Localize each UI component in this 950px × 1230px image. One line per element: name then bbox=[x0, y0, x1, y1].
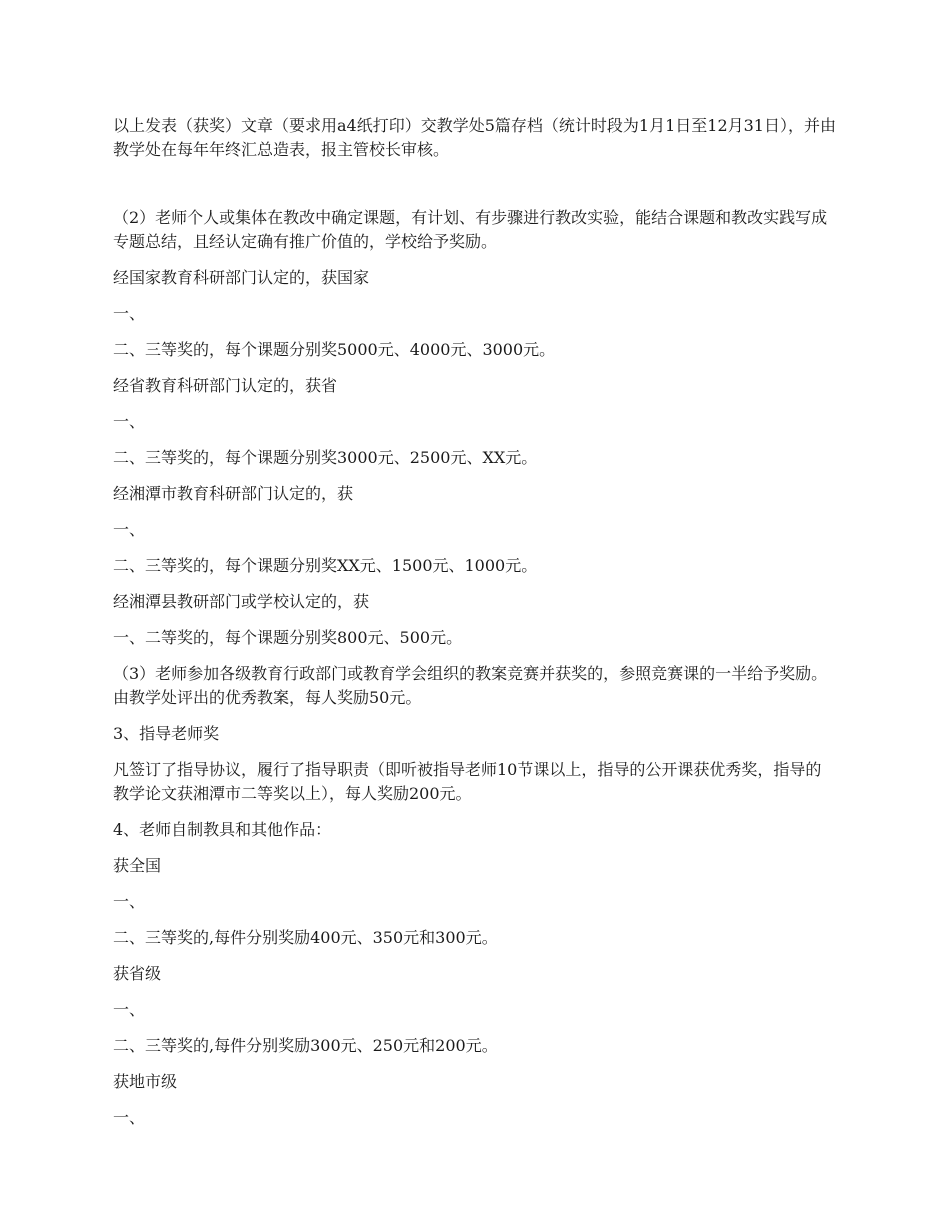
section-heading-teaching-aids: 4、老师自制教具和其他作品： bbox=[113, 820, 332, 839]
paragraph-aids-provincial-first: 一、 bbox=[113, 1000, 146, 1019]
paragraph-publication-archive: 以上发表（获奖）文章（要求用a4纸打印）交教学处5篇存档（统计时段为1月1日至12月31日），并由教学处在每年年终汇总造表，报主管校长审核。 bbox=[113, 116, 836, 159]
paragraph-aids-national-first: 一、 bbox=[113, 892, 146, 911]
paragraph-aids-city-first: 一、 bbox=[113, 1108, 146, 1127]
paragraph-provincial-amounts: 二、三等奖的，每个课题分别奖3000元、2500元、XX元。 bbox=[113, 448, 538, 467]
paragraph-county-amounts: 一、二等奖的，每个课题分别奖800元、500元。 bbox=[113, 628, 463, 647]
paragraph-lesson-plan-award: （3）老师参加各级教育行政部门或教育学会组织的教案竞赛并获奖的，参照竞赛课的一半给予奖励。由教学处评出的优秀教案，每人奖励50元。 bbox=[113, 664, 828, 707]
paragraph-mentor-award: 凡签订了指导协议，履行了指导职责（即听被指导老师10节课以上，指导的公开课获优秀奖，指导的教学论文获湘潭市二等奖以上），每人奖励200元。 bbox=[113, 760, 822, 803]
section-heading-mentor-award: 3、指导老师奖 bbox=[113, 724, 220, 743]
paragraph-aids-national: 获全国 bbox=[113, 856, 162, 875]
paragraph-county-level: 经湘潭县教研部门或学校认定的，获 bbox=[113, 592, 370, 611]
paragraph-city-first: 一、 bbox=[113, 520, 146, 539]
paragraph-city-amounts: 二、三等奖的，每个课题分别奖XX元、1500元、1000元。 bbox=[113, 556, 538, 575]
paragraph-national-level: 经国家教育科研部门认定的，获国家 bbox=[113, 268, 370, 287]
paragraph-provincial-level: 经省教育科研部门认定的，获省 bbox=[113, 376, 338, 395]
paragraph-aids-city: 获地市级 bbox=[113, 1072, 178, 1091]
document-body bbox=[113, 114, 837, 1130]
paragraph-research-project-award: （2）老师个人或集体在教改中确定课题，有计划、有步骤进行教改实验，能结合课题和教改实践写成专题总结，且经认定确有推广价值的，学校给予奖励。 bbox=[113, 208, 828, 251]
paragraph-national-amounts: 二、三等奖的，每个课题分别奖5000元、4000元、3000元。 bbox=[113, 340, 556, 359]
paragraph-aids-provincial-amounts: 二、三等奖的,每件分别奖励300元、250元和200元。 bbox=[113, 1036, 498, 1055]
paragraph-national-first: 一、 bbox=[113, 304, 146, 323]
paragraph-city-level: 经湘潭市教育科研部门认定的，获 bbox=[113, 484, 354, 503]
paragraph-provincial-first: 一、 bbox=[113, 412, 146, 431]
paragraph-aids-national-amounts: 二、三等奖的,每件分别奖励400元、350元和300元。 bbox=[113, 928, 498, 947]
paragraph-aids-provincial: 获省级 bbox=[113, 964, 162, 983]
